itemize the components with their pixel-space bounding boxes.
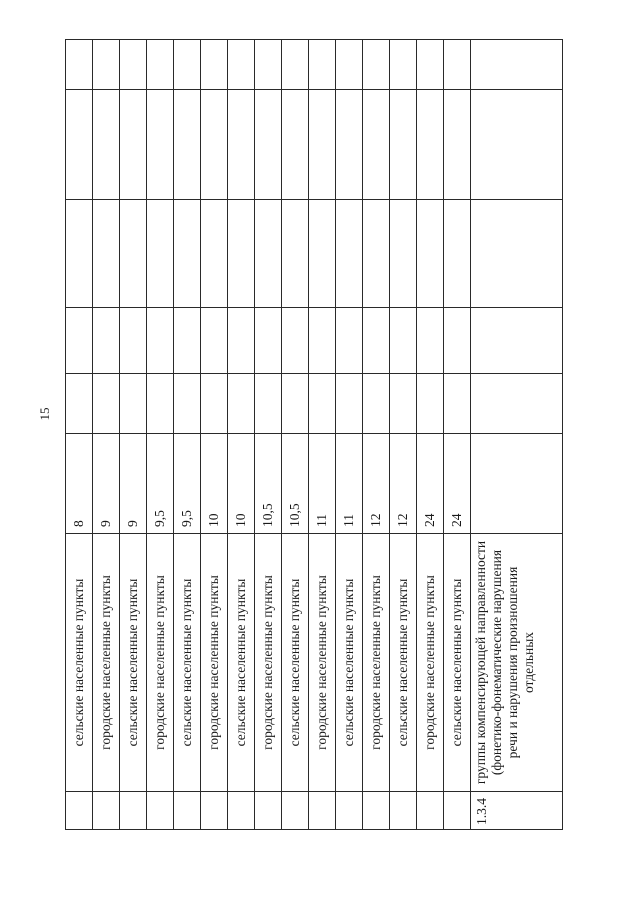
row-number-cell [174,792,201,830]
empty-cell [255,308,282,374]
table-row [201,40,228,830]
empty-cell [147,40,174,90]
empty-cell [390,200,417,308]
table-row [255,40,282,830]
empty-cell [228,40,255,90]
empty-cell [336,374,363,434]
empty-cell [390,40,417,90]
empty-cell [120,90,147,200]
empty-cell [66,40,93,90]
empty-cell [336,40,363,90]
value-cell: 10 [201,434,228,534]
empty-cell [471,308,563,374]
empty-cell [444,374,471,434]
value-cell: 11 [309,434,336,534]
empty-cell [201,374,228,434]
row-number-cell [390,792,417,830]
empty-cell [147,90,174,200]
table-row [363,40,390,830]
group-description-cell: группы компенсирующей направленности (фонетико-фонематические нарушения речи и нарушения произношения отдельных [471,534,563,792]
empty-cell [336,308,363,374]
table-row [444,40,471,830]
settlement-type-cell: городские населенные пункты [255,534,282,792]
value-cell: 8 [66,434,93,534]
empty-cell [174,90,201,200]
settlement-type-cell: сельские населенные пункты [120,534,147,792]
row-number-cell: 1.3.4 [471,792,563,830]
empty-cell [93,374,120,434]
table-row [336,40,363,830]
norms-table [65,39,563,830]
table-row [174,40,201,830]
empty-cell [417,90,444,200]
empty-cell [120,200,147,308]
empty-cell [309,200,336,308]
empty-cell [471,200,563,308]
empty-cell [471,374,563,434]
empty-cell [309,90,336,200]
empty-cell [282,374,309,434]
empty-cell [390,90,417,200]
empty-cell [93,200,120,308]
row-number-cell [66,792,93,830]
settlement-type-cell: сельские населенные пункты [444,534,471,792]
empty-cell [255,90,282,200]
empty-cell [201,40,228,90]
empty-cell [255,40,282,90]
page-number: 15 [37,407,52,421]
empty-cell [417,200,444,308]
row-number-cell [120,792,147,830]
value-cell: 12 [390,434,417,534]
table-row [120,40,147,830]
settlement-type-cell: городские населенные пункты [201,534,228,792]
row-number-cell [309,792,336,830]
empty-cell [147,200,174,308]
row-number-cell [93,792,120,830]
value-cell: 24 [417,434,444,534]
empty-cell [282,308,309,374]
empty-cell [174,200,201,308]
empty-cell [255,200,282,308]
table-row [390,40,417,830]
settlement-type-cell: сельские населенные пункты [228,534,255,792]
row-number-cell [228,792,255,830]
settlement-type-cell: городские населенные пункты [93,534,120,792]
settlement-type-cell: городские населенные пункты [309,534,336,792]
empty-cell [282,90,309,200]
empty-cell [336,200,363,308]
empty-cell [255,374,282,434]
value-cell: 9 [120,434,147,534]
empty-cell [66,308,93,374]
settlement-type-cell: сельские населенные пункты [66,534,93,792]
empty-cell [228,374,255,434]
empty-cell [444,200,471,308]
empty-cell [417,308,444,374]
empty-cell [444,308,471,374]
table-row [282,40,309,830]
empty-cell [363,374,390,434]
empty-cell [444,90,471,200]
empty-cell [174,308,201,374]
empty-cell [363,200,390,308]
empty-cell [309,374,336,434]
table-row [309,40,336,830]
table-row [93,40,120,830]
empty-cell [228,200,255,308]
value-cell: 10 [228,434,255,534]
empty-cell [147,308,174,374]
empty-cell [363,308,390,374]
empty-cell [282,200,309,308]
settlement-type-cell: сельские населенные пункты [390,534,417,792]
empty-cell [336,90,363,200]
value-cell: 24 [444,434,471,534]
row-number-cell [282,792,309,830]
empty-cell [93,308,120,374]
table-row [66,40,93,830]
settlement-type-cell: сельские населенные пункты [336,534,363,792]
empty-cell [201,308,228,374]
empty-cell [309,308,336,374]
empty-cell [66,90,93,200]
empty-cell [120,308,147,374]
settlement-type-cell: сельские населенные пункты [174,534,201,792]
empty-cell [120,374,147,434]
row-number-cell [255,792,282,830]
row-number-cell [201,792,228,830]
empty-cell [417,374,444,434]
settlement-type-cell: городские населенные пункты [363,534,390,792]
empty-cell [201,90,228,200]
value-cell: 11 [336,434,363,534]
empty-cell [201,200,228,308]
empty-cell [471,40,563,90]
value-cell: 10,5 [255,434,282,534]
empty-cell [66,374,93,434]
table-row [417,40,444,830]
row-number-cell [363,792,390,830]
table-row [147,40,174,830]
row-number-cell [336,792,363,830]
empty-cell [147,374,174,434]
settlement-type-cell: городские населенные пункты [147,534,174,792]
empty-cell [120,40,147,90]
empty-cell [390,374,417,434]
value-cell [471,434,563,534]
row-number-cell [417,792,444,830]
empty-cell [66,200,93,308]
empty-cell [444,40,471,90]
empty-cell [390,308,417,374]
value-cell: 10,5 [282,434,309,534]
table-row [228,40,255,830]
empty-cell [228,90,255,200]
row-number-cell [444,792,471,830]
settlement-type-cell: городские населенные пункты [417,534,444,792]
empty-cell [174,40,201,90]
empty-cell [471,90,563,200]
value-cell: 9 [93,434,120,534]
empty-cell [174,374,201,434]
settlement-type-cell: сельские населенные пункты [282,534,309,792]
empty-cell [282,40,309,90]
norms-table-container [65,40,555,830]
value-cell: 9,5 [174,434,201,534]
empty-cell [363,40,390,90]
empty-cell [93,90,120,200]
row-number-cell [147,792,174,830]
value-cell: 9,5 [147,434,174,534]
empty-cell [417,40,444,90]
table-row-group [471,40,563,830]
empty-cell [228,308,255,374]
empty-cell [93,40,120,90]
empty-cell [363,90,390,200]
empty-cell [309,40,336,90]
value-cell: 12 [363,434,390,534]
